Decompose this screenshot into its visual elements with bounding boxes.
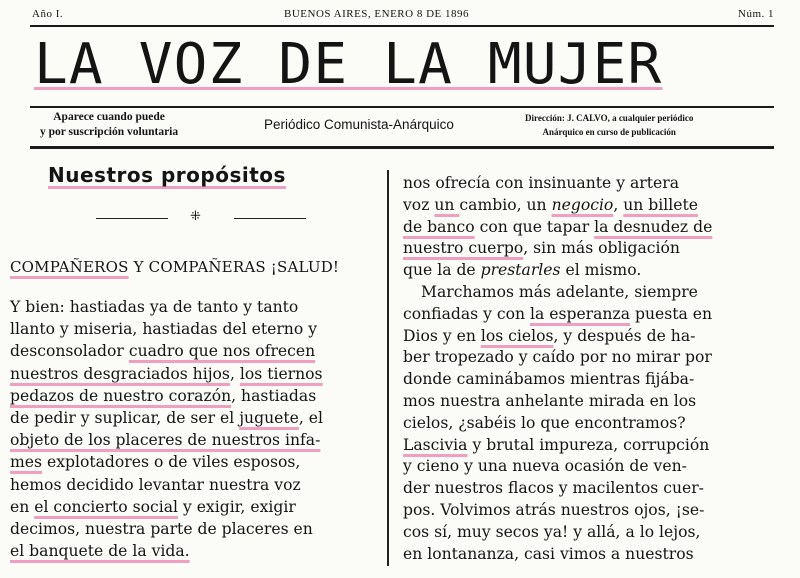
text-line: mos nuestra anhelante mirada en los bbox=[403, 392, 697, 410]
text-line: llanto y miseria, hastiadas del eterno y bbox=[10, 320, 318, 339]
text-line: de pedir y suplicar, de ser el juguete, el bbox=[10, 409, 323, 427]
issue-date: BUENOS AIRES, ENERO 8 DE 1896 bbox=[284, 8, 470, 20]
text-line: cos sí, muy secos ya! y allá, a lo lejos, bbox=[403, 522, 701, 541]
text-line: que la de prestarles el mismo. bbox=[403, 261, 642, 280]
ornament-glyph: ⁜ bbox=[190, 209, 201, 224]
text-line: de banco con que tapar la desnudez de bbox=[403, 217, 713, 236]
text-line: confiadas y con la esperanza puesta en bbox=[403, 304, 713, 323]
column-divider bbox=[387, 170, 389, 566]
text-line: en lontananza, casi vimos a nuestros bbox=[403, 544, 694, 563]
masthead-title: LA VOZ DE LA MUJER bbox=[34, 32, 663, 97]
masthead-rule bbox=[30, 106, 774, 108]
text-line: decimos, nuestra parte de placeres en bbox=[10, 520, 313, 538]
subtitle-center: Periódico Comunista-Anárquico bbox=[264, 117, 454, 132]
top-info-line bbox=[32, 8, 774, 24]
ornament-divider bbox=[96, 209, 306, 226]
text-line: Dios y en los cielos, y después de ha- bbox=[403, 326, 696, 345]
subtitle-left bbox=[40, 110, 178, 140]
subtitle-right-line: Dirección: J. CALVO, a cualquier periódico bbox=[525, 113, 694, 123]
issue-number: Núm. 1 bbox=[738, 8, 774, 20]
text-line: nos ofrecía con insinuante y artera bbox=[403, 174, 679, 192]
text-line: voz un cambio, un negocio, un billete bbox=[403, 195, 698, 214]
text-line: pedazos de nuestro corazón, hastiadas bbox=[10, 386, 317, 405]
subtitle-left-line: Aparece cuando puede bbox=[53, 111, 165, 123]
text-line: en el concierto social y exigir, exigir bbox=[10, 497, 296, 516]
subtitle-right-line: Anárquico en curso de publicación bbox=[542, 127, 676, 137]
text-line: Marchamos más adelante, siempre bbox=[421, 283, 698, 301]
text-line: hemos decidido levantar nuestra voz bbox=[10, 475, 301, 494]
text-line: ber tropezado y caído por no mirar por bbox=[403, 348, 712, 367]
text-line: Lascivia y brutal impureza, corrupción bbox=[403, 435, 710, 454]
text-line: nuestro cuerpo, sin más obligación bbox=[403, 239, 680, 258]
text-line: Y bien: hastiadas ya de tanto y tanto bbox=[10, 298, 299, 316]
text-line: el banquete de la vida. bbox=[10, 542, 190, 561]
header-bottom-rule bbox=[30, 146, 774, 149]
text-line: der nuestros flacos y macilentos cuer- bbox=[403, 479, 704, 498]
article-title: Nuestros propósitos bbox=[48, 163, 286, 187]
greeting: COMPAÑEROS Y COMPAÑERAS ¡SALUD! bbox=[10, 258, 340, 276]
text-line: desconsolador cuadro que nos ofrecen bbox=[10, 342, 316, 361]
text-line: pos. Volvimos atrás nuestros ojos, ¡se- bbox=[403, 501, 705, 519]
subtitle-left-line: y por suscripción voluntaria bbox=[40, 126, 179, 138]
text-line: mes explotadores o de viles esposos, bbox=[10, 453, 301, 472]
subtitle-right bbox=[525, 111, 693, 139]
text-line: nuestros desgraciados hijos, los tiernos bbox=[10, 364, 323, 383]
text-line: y cieno y una nueva ocasión de ven- bbox=[403, 457, 687, 476]
text-line: cielos, ¿sabéis lo que encontramos? bbox=[403, 413, 686, 432]
text-line: donde caminábamos mientras fijába- bbox=[403, 370, 695, 389]
text-line: objeto de los placeres de nuestros infa- bbox=[10, 431, 321, 450]
issue-year: Año I. bbox=[32, 8, 64, 20]
